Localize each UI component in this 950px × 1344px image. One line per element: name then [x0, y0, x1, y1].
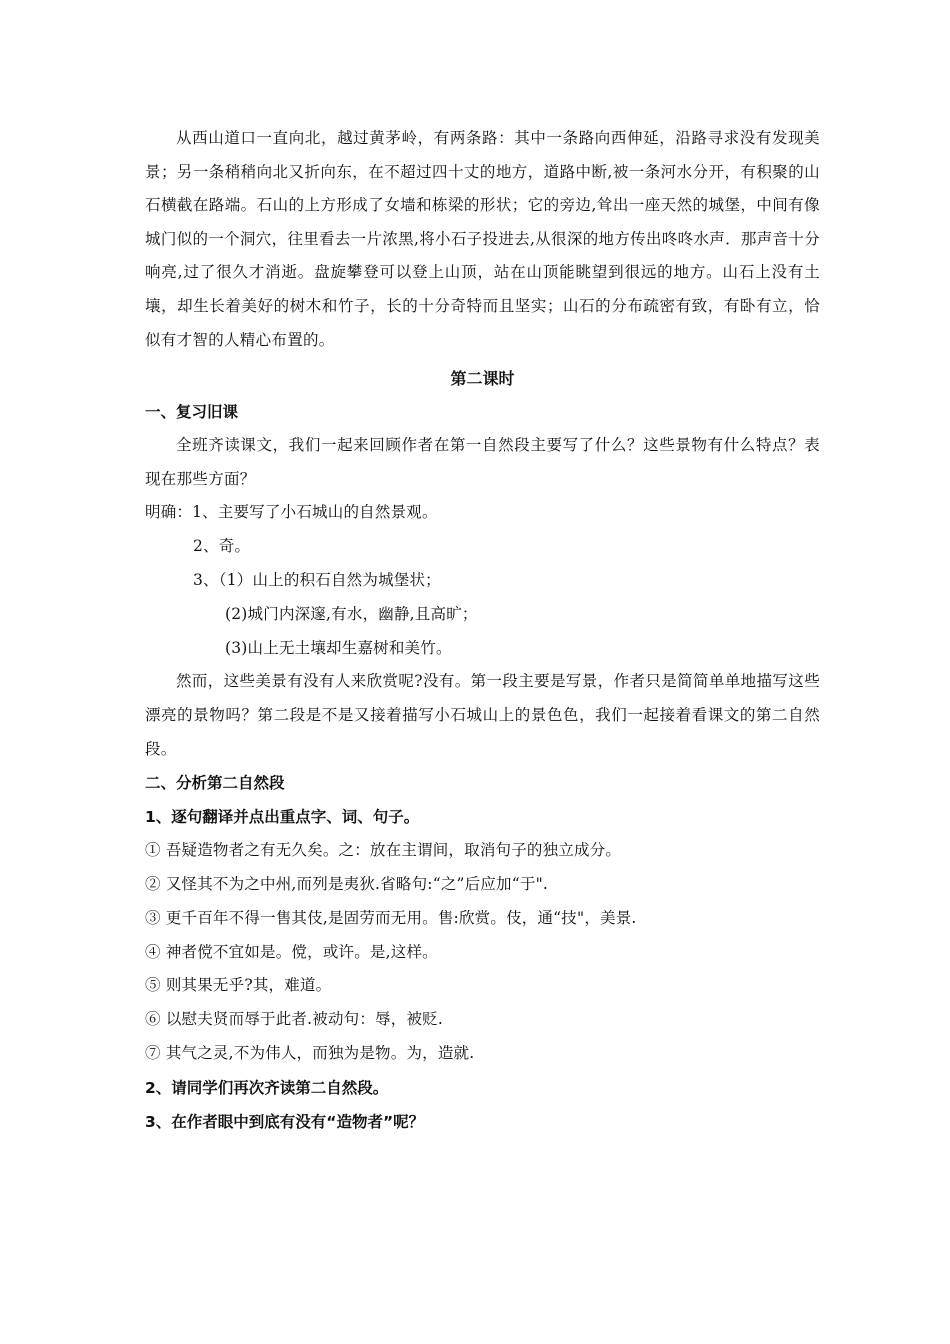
analysis-subheading-3: 3、在作者眼中到底有没有“造物者”呢？	[145, 1112, 425, 1131]
analysis-item: ④ 神者傥不宜如是。傥，或许。是,这样。	[145, 942, 438, 961]
answer-line-1: 明确：1、主要写了小石城山的自然景观。	[145, 503, 438, 522]
analysis-item: ⑤ 则其果无乎?其，难道。	[145, 976, 332, 995]
analysis-item: ② 又怪其不为之中州,而列是夷狄.省略句:“之”后应加“于".	[145, 874, 549, 893]
lesson-title: 第二课时	[450, 369, 515, 389]
transition-paragraph: 然而，这些美景有没有人来欣赏呢?没有。第一段主要是写景，作者只是简简单单地描写这些漂亮的景物吗？第二段是不是又接着描写小石城山上的景色色，我们一起接着看课文的第二自然段。	[145, 672, 820, 758]
analysis-subheading-1: 1、逐句翻译并点出重点字、词、句子。	[145, 808, 420, 827]
section-heading-review: 一、复习旧课	[145, 403, 239, 422]
document-page	[145, 122, 820, 1139]
analysis-item: ① 吾疑造物者之有无久矣。之：放在主谓间，取消句子的独立成分。	[145, 841, 622, 860]
analysis-item: ⑦ 其气之灵,不为伟人，而独为是物。为，造就.	[145, 1043, 475, 1062]
analysis-item: ⑥ 以慰夫贤而辱于此者.被动句：辱，被贬.	[145, 1010, 443, 1029]
analysis-subheading-2: 2、请同学们再次齐读第二自然段。	[145, 1078, 389, 1097]
review-intro: 全班齐读课文，我们一起来回顾作者在第一自然段主要写了什么？这些景物有什么特点？表现在那些方面？	[145, 436, 820, 488]
answer-line-3: 3、（1）山上的积石自然为城堡状；	[193, 570, 441, 589]
passage-translation: 从西山道口一直向北，越过黄茅岭，有两条路：其中一条路向西伸延，沿路寻求没有发现美景；另一条稍稍向北又折向东，在不超过四十丈的地方，道路中断,被一条河水分开，有积聚的山石横截在路端。石山的上方形成了女墙和栋梁的形状；它的旁边,耸出一座天然的城堡，中间有像城门似的一个洞穴，往里看去一片浓黑,将小石子投进去,从很深的地方传出咚咚水声．那声音十分响亮,过了很久才消逝。盘旋攀登可以登上山顶，站在山顶能眺望到很远的地方。山石上没有土壤，却生长着美好的树木和竹子，长的十分奇特而且坚实；山石的分布疏密有致，有卧有立，恰似有才智的人精心布置的。	[145, 129, 820, 349]
answer-line-3b: (2)城门内深邃,有水，幽静,且高旷；	[225, 604, 478, 623]
answer-line-2: 2、奇。	[193, 537, 251, 556]
answer-line-3c: (3)山上无土壤却生嘉树和美竹。	[225, 638, 452, 657]
section-heading-analysis: 二、分析第二自然段	[145, 774, 285, 793]
analysis-item: ③ 更千百年不得一售其伎,是固劳而无用。售:欣赏。伎，通“技"，美景.	[145, 908, 637, 927]
